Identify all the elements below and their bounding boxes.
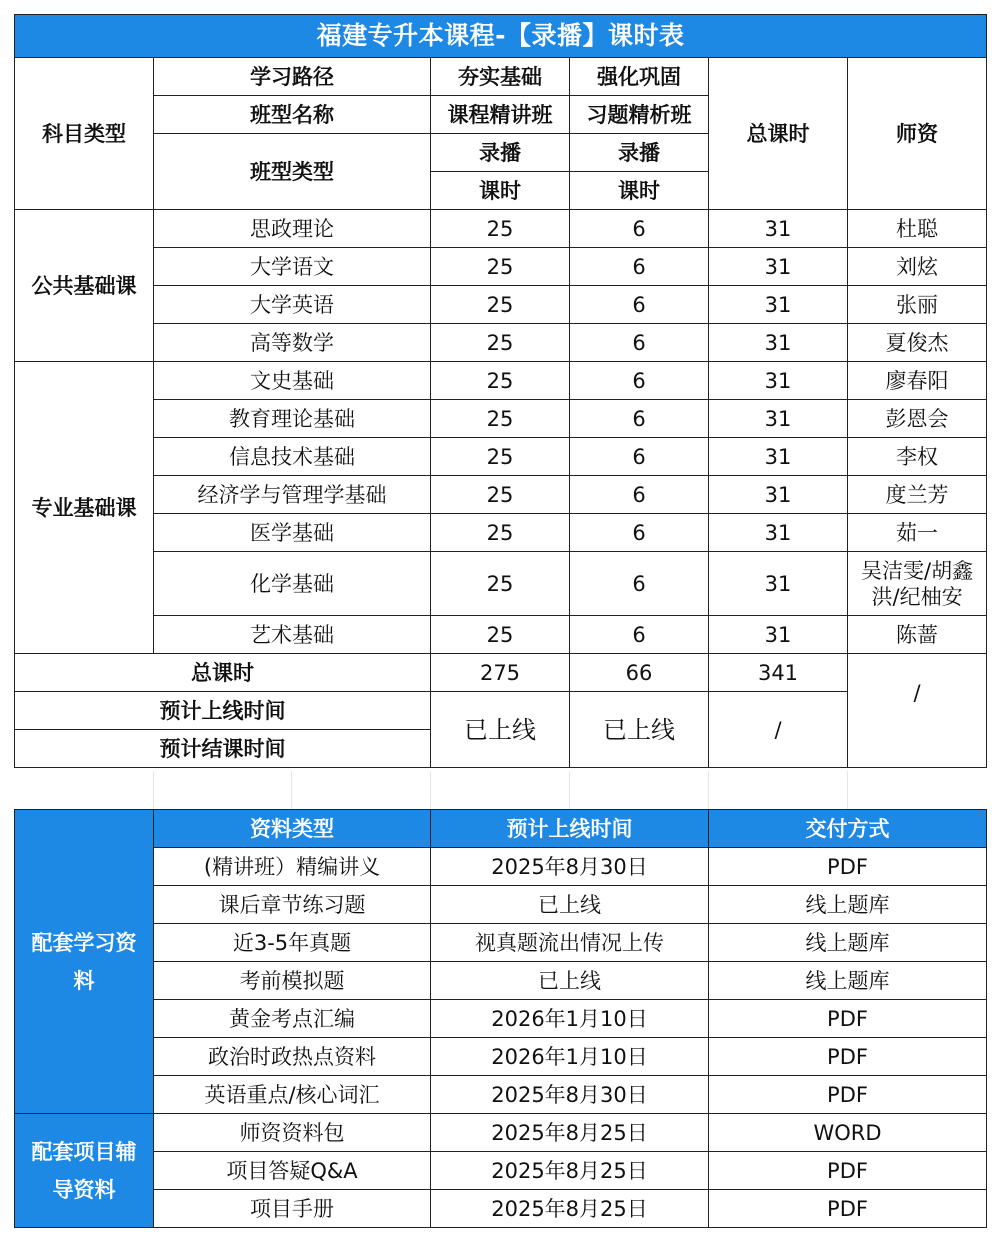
table-row [15, 400, 987, 438]
subject-cell: 文史基础 [154, 362, 431, 400]
table-row [15, 286, 987, 324]
hours1-cell: 25 [431, 362, 570, 400]
col2-type: 录播 [570, 134, 709, 172]
class-name-header: 班型名称 [154, 96, 431, 134]
teacher-cell: 夏俊杰 [848, 324, 987, 362]
total-cell: 31 [709, 362, 848, 400]
hours2-cell: 6 [570, 286, 709, 324]
end-time-label: 预计结课时间 [15, 730, 431, 768]
material-type-cell: 黄金考点汇编 [154, 1000, 431, 1038]
subject-cell: 高等数学 [154, 324, 431, 362]
material-type-cell: 师资资料包 [154, 1114, 431, 1152]
hours2-cell: 6 [570, 476, 709, 514]
table-row [15, 1000, 987, 1038]
material-delivery-cell: PDF [709, 1038, 987, 1076]
schedule-table [14, 14, 987, 768]
material-group-label: 配套项目辅导资料 [15, 1114, 154, 1228]
total-cell: 31 [709, 248, 848, 286]
hours1-cell: 25 [431, 210, 570, 248]
hours1-cell: 25 [431, 286, 570, 324]
teacher-cell: 茹一 [848, 514, 987, 552]
table-row [15, 1152, 987, 1190]
hours1-cell: 25 [431, 438, 570, 476]
material-time-cell: 2025年8月25日 [431, 1114, 709, 1152]
total-cell: 31 [709, 552, 848, 616]
subject-cell: 大学语文 [154, 248, 431, 286]
col2-unit: 课时 [570, 172, 709, 210]
material-time-cell: 已上线 [431, 962, 709, 1000]
hours1-cell: 25 [431, 248, 570, 286]
table-row [15, 476, 987, 514]
online-time-label: 预计上线时间 [15, 692, 431, 730]
hours2-cell: 6 [570, 514, 709, 552]
table-row [15, 924, 987, 962]
material-delivery-cell: PDF [709, 1152, 987, 1190]
total-cell: 31 [709, 616, 848, 654]
subject-cell: 大学英语 [154, 286, 431, 324]
material-time-cell: 2025年8月30日 [431, 1076, 709, 1114]
material-type-cell: 项目答疑Q&A [154, 1152, 431, 1190]
table-row [15, 210, 987, 248]
group-label: 公共基础课 [15, 210, 154, 362]
table-row [15, 438, 987, 476]
subject-cell: 信息技术基础 [154, 438, 431, 476]
material-delivery-cell: WORD [709, 1114, 987, 1152]
subject-type-header: 科目类型 [15, 58, 154, 210]
material-delivery-cell: PDF [709, 1000, 987, 1038]
table-row [15, 1190, 987, 1228]
hours2-cell: 6 [570, 248, 709, 286]
subject-cell: 化学基础 [154, 552, 431, 616]
total-cell: 31 [709, 324, 848, 362]
hours2-cell: 6 [570, 552, 709, 616]
table-row [15, 1038, 987, 1076]
material-time-cell: 2026年1月10日 [431, 1000, 709, 1038]
material-delivery-cell: PDF [709, 1190, 987, 1228]
material-type-cell: (精讲班）精编讲义 [154, 848, 431, 886]
material-type-header: 资料类型 [154, 810, 431, 848]
hours2-cell: 6 [570, 400, 709, 438]
hours1-cell: 25 [431, 514, 570, 552]
col1-name: 课程精讲班 [431, 96, 570, 134]
materials-header-row [15, 810, 987, 848]
col1-type: 录播 [431, 134, 570, 172]
table-row [15, 962, 987, 1000]
class-type-header: 班型类型 [154, 134, 431, 210]
teacher-header: 师资 [848, 58, 987, 210]
material-group-label: 配套学习资料 [15, 810, 154, 1114]
table-row [15, 514, 987, 552]
total-cell: 31 [709, 476, 848, 514]
table-row [15, 362, 987, 400]
total-cell: 31 [709, 286, 848, 324]
material-delivery-cell: 线上题库 [709, 962, 987, 1000]
material-type-cell: 政治时政热点资料 [154, 1038, 431, 1076]
material-type-cell: 英语重点/核心词汇 [154, 1076, 431, 1114]
subject-cell: 艺术基础 [154, 616, 431, 654]
hours2-cell: 6 [570, 324, 709, 362]
subject-cell: 医学基础 [154, 514, 431, 552]
material-delivery-header: 交付方式 [709, 810, 987, 848]
material-time-cell: 视真题流出情况上传 [431, 924, 709, 962]
total-hours-all: 341 [709, 654, 848, 692]
total-hours2: 66 [570, 654, 709, 692]
col1-path: 夯实基础 [431, 58, 570, 96]
teacher-cell: 李权 [848, 438, 987, 476]
spacer-row [14, 771, 986, 809]
teacher-cell: 杜聪 [848, 210, 987, 248]
material-delivery-cell: PDF [709, 848, 987, 886]
total-row [15, 654, 987, 692]
subject-cell: 经济学与管理学基础 [154, 476, 431, 514]
status-cell-1: 已上线 [431, 692, 570, 768]
hours2-cell: 6 [570, 362, 709, 400]
total-cell: 31 [709, 514, 848, 552]
hours2-cell: 6 [570, 438, 709, 476]
material-time-cell: 2026年1月10日 [431, 1038, 709, 1076]
hours1-cell: 25 [431, 476, 570, 514]
col1-unit: 课时 [431, 172, 570, 210]
material-time-header: 预计上线时间 [431, 810, 709, 848]
total-status-cell: / [709, 692, 848, 768]
teacher-cell: 刘炫 [848, 248, 987, 286]
table-row [15, 848, 987, 886]
col2-path: 强化巩固 [570, 58, 709, 96]
material-time-cell: 2025年8月25日 [431, 1190, 709, 1228]
total-cell: 31 [709, 210, 848, 248]
teacher-cell: 度兰芳 [848, 476, 987, 514]
total-cell: 31 [709, 400, 848, 438]
teacher-cell: 廖春阳 [848, 362, 987, 400]
hours1-cell: 25 [431, 616, 570, 654]
material-type-cell: 项目手册 [154, 1190, 431, 1228]
online-row [15, 692, 987, 730]
material-type-cell: 考前模拟题 [154, 962, 431, 1000]
total-label: 总课时 [15, 654, 431, 692]
material-time-cell: 已上线 [431, 886, 709, 924]
teacher-cell: 张丽 [848, 286, 987, 324]
hours1-cell: 25 [431, 324, 570, 362]
col2-name: 习题精析班 [570, 96, 709, 134]
subject-cell: 教育理论基础 [154, 400, 431, 438]
status-cell-2: 已上线 [570, 692, 709, 768]
total-hours1: 275 [431, 654, 570, 692]
table-row [15, 1076, 987, 1114]
group-label: 专业基础课 [15, 362, 154, 654]
subject-cell: 思政理论 [154, 210, 431, 248]
material-type-cell: 近3-5年真题 [154, 924, 431, 962]
hours2-cell: 6 [570, 210, 709, 248]
material-time-cell: 2025年8月30日 [431, 848, 709, 886]
materials-table [14, 809, 987, 1228]
material-delivery-cell: PDF [709, 1076, 987, 1114]
total-hours-header: 总课时 [709, 58, 848, 210]
hours1-cell: 25 [431, 552, 570, 616]
total-cell: 31 [709, 438, 848, 476]
page-title: 福建专升本课程-【录播】课时表 [15, 15, 987, 58]
teacher-summary-cell: / [848, 654, 987, 768]
path-header: 学习路径 [154, 58, 431, 96]
hours1-cell: 25 [431, 400, 570, 438]
table-row [15, 248, 987, 286]
teacher-cell: 陈蔷 [848, 616, 987, 654]
material-delivery-cell: 线上题库 [709, 924, 987, 962]
material-delivery-cell: 线上题库 [709, 886, 987, 924]
hours2-cell: 6 [570, 616, 709, 654]
material-type-cell: 课后章节练习题 [154, 886, 431, 924]
teacher-cell: 彭恩会 [848, 400, 987, 438]
material-time-cell: 2025年8月25日 [431, 1152, 709, 1190]
table-row [15, 324, 987, 362]
table-row [15, 616, 987, 654]
table-row [15, 552, 987, 616]
table-row [15, 886, 987, 924]
table-row [15, 1114, 987, 1152]
teacher-cell: 吴洁雯/胡鑫洪/纪柚安 [848, 552, 987, 616]
